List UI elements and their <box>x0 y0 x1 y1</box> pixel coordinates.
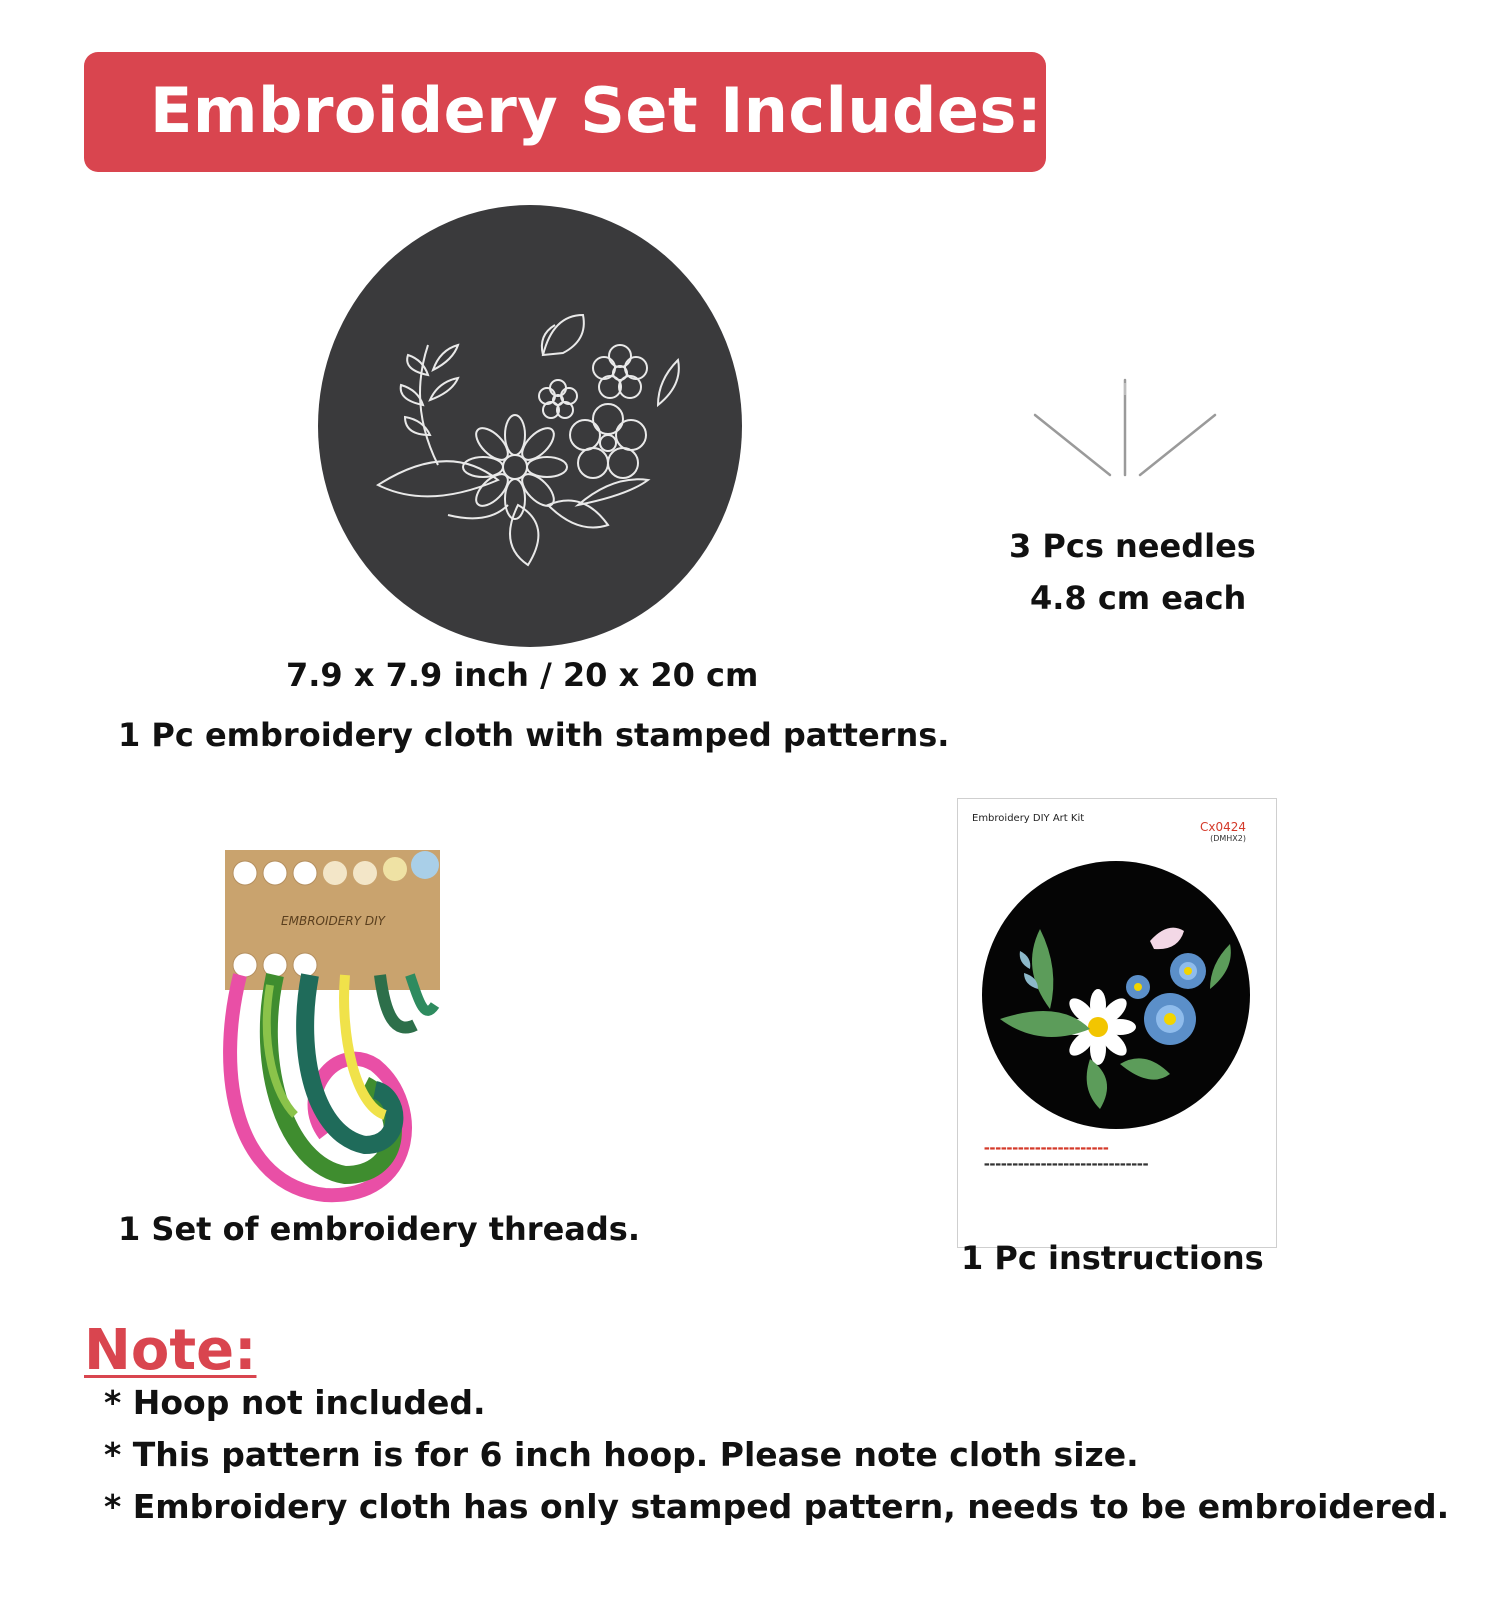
banner-title: Embroidery Set Includes: <box>150 74 1043 147</box>
note-item: * This pattern is for 6 inch hoop. Please note cloth size. <box>104 1435 1139 1474</box>
instruction-code <box>1200 821 1246 845</box>
needles-image <box>1025 375 1225 495</box>
instruction-sheet-image <box>957 798 1277 1248</box>
note-item: * Hoop not included. <box>104 1383 486 1422</box>
instruction-tips-text: ▬▬▬▬▬▬▬▬▬▬▬▬▬▬▬▬▬▬▬▬▬▬▬▬▬▬▬▬▬ <box>984 1161 1149 1168</box>
instruction-warning-text: ▬▬▬▬▬▬▬▬▬▬▬▬▬▬▬▬▬▬▬▬▬▬ <box>984 1145 1109 1152</box>
cloth-description: 1 Pc embroidery cloth with stamped patterns. <box>118 716 950 754</box>
needles-count: 3 Pcs needles <box>1009 527 1256 565</box>
thread-card-label: EMBROIDERY DIY <box>281 914 385 928</box>
instruction-pattern-preview <box>980 859 1252 1131</box>
instructions-description: 1 Pc instructions <box>961 1239 1264 1277</box>
threads-image <box>215 845 470 1205</box>
instruction-sheet-title: Embroidery DIY Art Kit <box>972 813 1085 824</box>
note-item: * Embroidery cloth has only stamped pattern, needs to be embroidered. <box>104 1487 1450 1526</box>
needles-length: 4.8 cm each <box>1030 579 1247 617</box>
instruction-code-text: Cx0424 <box>1199 820 1246 834</box>
instruction-code-sub: (DMHX2) <box>1210 834 1246 843</box>
threads-description: 1 Set of embroidery threads. <box>118 1210 640 1248</box>
note-title: Note: <box>84 1318 257 1383</box>
header-banner <box>84 52 1046 172</box>
stamped-cloth-image <box>318 205 742 647</box>
cloth-size-caption: 7.9 x 7.9 inch / 20 x 20 cm <box>286 656 759 694</box>
